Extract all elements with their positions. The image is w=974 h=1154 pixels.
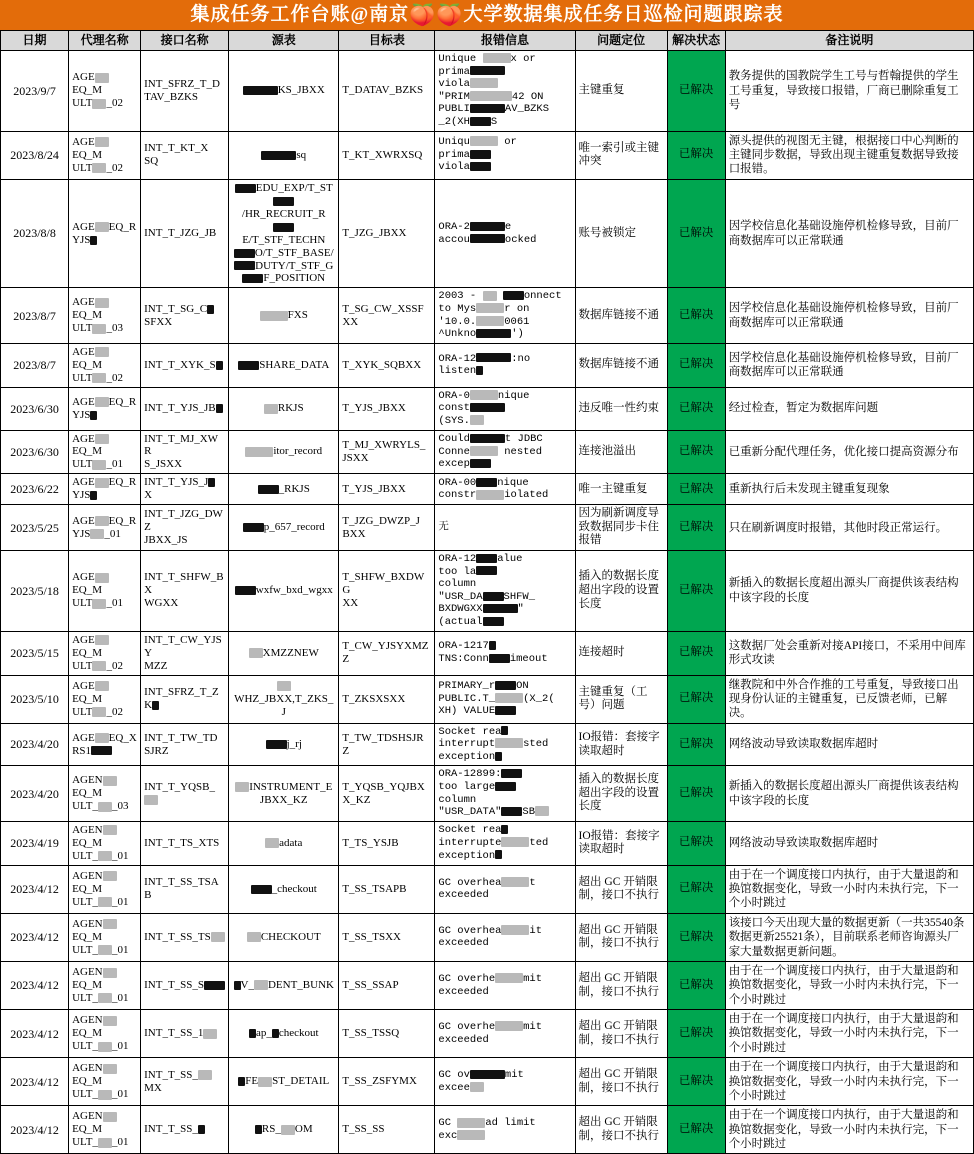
cell-error-message: Socket rea interrupte ted exception bbox=[435, 821, 575, 865]
cell-agent: AGEEQ_M ULT _02 bbox=[69, 631, 141, 675]
cell-target-table: T_TW_TDSHSJR Z bbox=[339, 723, 435, 766]
cell-interface: INT_T_SS_ MX bbox=[141, 1058, 229, 1106]
cell-error-message: GC ad limit exc bbox=[435, 1106, 575, 1154]
cell-interface: INT_T_CW_YJSY MZZ bbox=[141, 631, 229, 675]
table-row bbox=[1, 865, 974, 913]
cell-status: 已解决 bbox=[667, 288, 725, 343]
table-row bbox=[1, 1106, 974, 1154]
table-row bbox=[1, 551, 974, 632]
cell-agent: AGENEQ_M ULT_ _01 bbox=[69, 1058, 141, 1106]
cell-status: 已解决 bbox=[667, 179, 725, 288]
table-row bbox=[1, 723, 974, 766]
cell-interface: INT_T_SS_S bbox=[141, 961, 229, 1009]
table-row bbox=[1, 131, 974, 179]
emoji-decoration: 🍑🍑 bbox=[409, 3, 464, 27]
cell-interface: INT_T_TS_XTS bbox=[141, 821, 229, 865]
page-title bbox=[0, 0, 974, 30]
cell-date: 2023/4/12 bbox=[1, 1058, 69, 1106]
cell-problem-location: 唯一索引或主键冲突 bbox=[575, 131, 667, 179]
column-header-date: 日期 bbox=[1, 31, 69, 51]
cell-remark: 由于在一个调度接口内执行，由于大量退韵和换馆数据变化，导致一小时内未执行完，下一个小时跳过 bbox=[725, 1058, 973, 1106]
cell-target-table: T_MJ_XWRYLS_ JSXX bbox=[339, 430, 435, 474]
cell-interface: INT_T_YJS_J X bbox=[141, 474, 229, 505]
cell-error-message: GC overhea it exceeded bbox=[435, 913, 575, 961]
cell-status: 已解决 bbox=[667, 675, 725, 723]
cell-target-table: T_YJS_JBXX bbox=[339, 387, 435, 430]
column-header-status: 解决状态 bbox=[667, 31, 725, 51]
cell-date: 2023/8/8 bbox=[1, 179, 69, 288]
cell-status: 已解决 bbox=[667, 430, 725, 474]
table-row bbox=[1, 631, 974, 675]
cell-target-table: T_ZKSXSXX bbox=[339, 675, 435, 723]
cell-status: 已解决 bbox=[667, 343, 725, 387]
cell-problem-location: 超出 GC 开销限制，接口不执行 bbox=[575, 1058, 667, 1106]
cell-status: 已解决 bbox=[667, 1106, 725, 1154]
cell-status: 已解决 bbox=[667, 631, 725, 675]
cell-agent: AGE EQ_R YJS bbox=[69, 179, 141, 288]
cell-error-message: ORA-12899: too large column "USR_DATA" SB bbox=[435, 766, 575, 821]
cell-error-message: Could t JDBC Conne nested excep bbox=[435, 430, 575, 474]
cell-target-table: T_KT_XWRXSQ bbox=[339, 131, 435, 179]
cell-interface: INT_T_SHFW_BX WGXX bbox=[141, 551, 229, 632]
cell-error-message: ORA-0 nique const (SYS. bbox=[435, 387, 575, 430]
cell-status: 已解决 bbox=[667, 474, 725, 505]
cell-date: 2023/5/10 bbox=[1, 675, 69, 723]
cell-interface: INT_SFRZ_T_D TAV_BZKS bbox=[141, 51, 229, 132]
cell-target-table: T_CW_YJSYXMZ Z bbox=[339, 631, 435, 675]
cell-date: 2023/4/12 bbox=[1, 961, 69, 1009]
cell-source-table: INSTRUMENT_E JBXX_KZ bbox=[229, 766, 339, 821]
cell-agent: AGE EQ_R YJS bbox=[69, 474, 141, 505]
cell-problem-location: 插入的数据长度超出字段的设置长度 bbox=[575, 766, 667, 821]
cell-remark: 由于在一个调度接口内执行，由于大量退韵和换馆数据变化，导致一小时内未执行完，下一个小时跳过 bbox=[725, 1106, 973, 1154]
table-row bbox=[1, 913, 974, 961]
cell-error-message: GC overhe mit exceeded bbox=[435, 1010, 575, 1058]
cell-date: 2023/5/15 bbox=[1, 631, 69, 675]
cell-interface: INT_T_SS_1 bbox=[141, 1010, 229, 1058]
cell-remark: 源头提供的视图无主键，根据接口中心判断的主键同步数据，导致出现主键重复数据导致接口报错。 bbox=[725, 131, 973, 179]
column-header-target-table: 目标表 bbox=[339, 31, 435, 51]
table-row bbox=[1, 387, 974, 430]
cell-source-table: ap_ checkout bbox=[229, 1010, 339, 1058]
column-header-source-table: 源表 bbox=[229, 31, 339, 51]
cell-source-table: sq bbox=[229, 131, 339, 179]
table-row bbox=[1, 343, 974, 387]
table-body bbox=[1, 51, 974, 1154]
cell-target-table: T_SS_TSSQ bbox=[339, 1010, 435, 1058]
cell-status: 已解决 bbox=[667, 961, 725, 1009]
cell-interface: INT_SFRZ_T_ZK bbox=[141, 675, 229, 723]
cell-status: 已解决 bbox=[667, 865, 725, 913]
cell-status: 已解决 bbox=[667, 766, 725, 821]
cell-agent: AGE EQ_R YJS _01 bbox=[69, 505, 141, 551]
cell-problem-location: 超出 GC 开销限制，接口不执行 bbox=[575, 865, 667, 913]
cell-error-message: GC overhe mit exceeded bbox=[435, 961, 575, 1009]
column-header-problem-location: 问题定位 bbox=[575, 31, 667, 51]
cell-problem-location: 连接池溢出 bbox=[575, 430, 667, 474]
cell-date: 2023/9/7 bbox=[1, 51, 69, 132]
cell-remark: 教务提供的国教院学生工号与哲翰提供的学生工号重复，导致接口报错，厂商已删除重复工号 bbox=[725, 51, 973, 132]
cell-error-message: Socket rea interrupt sted exception bbox=[435, 723, 575, 766]
cell-target-table: T_YJS_JBXX bbox=[339, 474, 435, 505]
cell-interface: INT_T_SG_C SFXX bbox=[141, 288, 229, 343]
cell-status: 已解决 bbox=[667, 51, 725, 132]
cell-agent: AGEEQ_M ULT _02 bbox=[69, 675, 141, 723]
cell-target-table: T_SS_TSXX bbox=[339, 913, 435, 961]
cell-target-table: T_DATAV_BZKS bbox=[339, 51, 435, 132]
cell-agent: AGEEQ_M ULT _01 bbox=[69, 551, 141, 632]
cell-target-table: T_SG_CW_XSSF XX bbox=[339, 288, 435, 343]
cell-source-table: EDU_EXP/T_ST /HR_RECRUIT_R E/T_STF_TECHN O/T_STF_BASE/ DUTY/T_STF_G F_POSITION bbox=[229, 179, 339, 288]
cell-agent: AGENEQ_M ULT_ _01 bbox=[69, 1106, 141, 1154]
cell-source-table: itor_record bbox=[229, 430, 339, 474]
cell-error-message: ORA-12 :no listen bbox=[435, 343, 575, 387]
cell-target-table: T_SS_ZSFYMX bbox=[339, 1058, 435, 1106]
cell-problem-location: 超出 GC 开销限制，接口不执行 bbox=[575, 961, 667, 1009]
table-row bbox=[1, 505, 974, 551]
table-row bbox=[1, 1058, 974, 1106]
cell-problem-location: IO报错：套接字读取超时 bbox=[575, 821, 667, 865]
cell-remark: 因学校信息化基础设施停机检修导致，目前厂商数据库可以正常联通 bbox=[725, 288, 973, 343]
table-row bbox=[1, 288, 974, 343]
cell-remark: 因学校信息化基础设施停机检修导致，目前厂商数据库可以正常联通 bbox=[725, 343, 973, 387]
cell-source-table: KS_JBXX bbox=[229, 51, 339, 132]
cell-date: 2023/8/24 bbox=[1, 131, 69, 179]
cell-interface: INT_T_SS_ bbox=[141, 1106, 229, 1154]
cell-source-table: _checkout bbox=[229, 865, 339, 913]
cell-agent: AGE EQ_X RS1 bbox=[69, 723, 141, 766]
cell-problem-location: 超出 GC 开销限制，接口不执行 bbox=[575, 1010, 667, 1058]
cell-remark: 网络波动导致读取数据库超时 bbox=[725, 723, 973, 766]
cell-error-message: Uniqu or prima viola bbox=[435, 131, 575, 179]
cell-agent: AGEEQ_M ULT _02 bbox=[69, 131, 141, 179]
cell-error-message: ORA-00 nique constr iolated bbox=[435, 474, 575, 505]
cell-problem-location: 账号被锁定 bbox=[575, 179, 667, 288]
cell-status: 已解决 bbox=[667, 387, 725, 430]
cell-source-table: wxfw_bxd_wgxx bbox=[229, 551, 339, 632]
table-row bbox=[1, 1010, 974, 1058]
cell-target-table: T_SS_TSAPB bbox=[339, 865, 435, 913]
cell-date: 2023/6/22 bbox=[1, 474, 69, 505]
cell-error-message: Unique x or prima viola "PRIM 42 ON PUBLI AV_BZKS _2(XH S bbox=[435, 51, 575, 132]
cell-remark: 由于在一个调度接口内执行，由于大量退韵和换馆数据变化，导致一小时内未执行完，下一个小时跳过 bbox=[725, 865, 973, 913]
cell-problem-location: 超出 GC 开销限制，接口不执行 bbox=[575, 913, 667, 961]
cell-agent: AGENEQ_M ULT_ _01 bbox=[69, 961, 141, 1009]
cell-date: 2023/4/19 bbox=[1, 821, 69, 865]
cell-error-message: GC overhea t exceeded bbox=[435, 865, 575, 913]
cell-date: 2023/6/30 bbox=[1, 387, 69, 430]
cell-error-message: ORA-1217 TNS:Conn imeout bbox=[435, 631, 575, 675]
table-row bbox=[1, 430, 974, 474]
cell-remark: 由于在一个调度接口内执行，由于大量退韵和换馆数据变化，导致一小时内未执行完，下一个小时跳过 bbox=[725, 961, 973, 1009]
cell-source-table: p_657_record bbox=[229, 505, 339, 551]
cell-problem-location: IO报错：套接字读取超时 bbox=[575, 723, 667, 766]
cell-date: 2023/4/12 bbox=[1, 913, 69, 961]
cell-source-table: RKJS bbox=[229, 387, 339, 430]
table-row bbox=[1, 821, 974, 865]
cell-agent: AGENEQ_M ULT_ _01 bbox=[69, 821, 141, 865]
cell-agent: AGENEQ_M ULT_ _01 bbox=[69, 913, 141, 961]
cell-source-table: FE ST_DETAIL bbox=[229, 1058, 339, 1106]
cell-source-table: WHZ_JBXX,T_ZKS_J bbox=[229, 675, 339, 723]
cell-status: 已解决 bbox=[667, 131, 725, 179]
cell-interface: INT_T_MJ_XWR S_JSXX bbox=[141, 430, 229, 474]
cell-remark: 该接口今天出现大量的数据更新（一共35540条数据更新25521条），目前联系老师咨询源头厂家大量数据更新问题。 bbox=[725, 913, 973, 961]
cell-source-table: RS_ OM bbox=[229, 1106, 339, 1154]
cell-status: 已解决 bbox=[667, 913, 725, 961]
cell-problem-location: 数据库链接不通 bbox=[575, 343, 667, 387]
page-title-suffix: 大学数据集成任务日巡检问题跟踪表 bbox=[463, 4, 784, 25]
cell-agent: AGENEQ_M ULT_ _01 bbox=[69, 1010, 141, 1058]
cell-problem-location: 插入的数据长度超出字段的设置长度 bbox=[575, 551, 667, 632]
issue-tracking-table bbox=[0, 30, 974, 1154]
cell-problem-location: 连接超时 bbox=[575, 631, 667, 675]
cell-date: 2023/5/18 bbox=[1, 551, 69, 632]
table-row bbox=[1, 179, 974, 288]
cell-status: 已解决 bbox=[667, 723, 725, 766]
cell-interface: INT_T_YJS_JB bbox=[141, 387, 229, 430]
column-header-remark: 备注说明 bbox=[725, 31, 973, 51]
cell-agent: AGENEQ_M ULT_ _01 bbox=[69, 865, 141, 913]
cell-source-table: j_rj bbox=[229, 723, 339, 766]
cell-status: 已解决 bbox=[667, 1058, 725, 1106]
cell-date: 2023/4/12 bbox=[1, 1010, 69, 1058]
cell-remark: 由于在一个调度接口内执行，由于大量退韵和换馆数据变化，导致一小时内未执行完，下一个小时跳过 bbox=[725, 1010, 973, 1058]
cell-interface: INT_T_KT_X SQ bbox=[141, 131, 229, 179]
cell-problem-location: 违反唯一性约束 bbox=[575, 387, 667, 430]
table-row bbox=[1, 51, 974, 132]
cell-interface: INT_T_XYK_S bbox=[141, 343, 229, 387]
cell-date: 2023/4/20 bbox=[1, 766, 69, 821]
page-title-text: 集成任务工作台账@南京 bbox=[190, 4, 410, 25]
cell-agent: AGEEQ_M ULT _03 bbox=[69, 288, 141, 343]
cell-problem-location: 因为刷新调度导致数据同步卡住报错 bbox=[575, 505, 667, 551]
cell-date: 2023/8/7 bbox=[1, 343, 69, 387]
cell-source-table: adata bbox=[229, 821, 339, 865]
cell-target-table: T_SS_SS bbox=[339, 1106, 435, 1154]
cell-source-table: CHECKOUT bbox=[229, 913, 339, 961]
cell-error-message: PRIMARY_r ON PUBLIC.T_ (X_2( XH) VALUE bbox=[435, 675, 575, 723]
column-header-error-message: 报错信息 bbox=[435, 31, 575, 51]
cell-error-message: 无 bbox=[435, 505, 575, 551]
table-header-row bbox=[1, 31, 974, 51]
cell-remark: 网络波动导致读取数据库超时 bbox=[725, 821, 973, 865]
cell-agent: AGEEQ_M ULT _02 bbox=[69, 51, 141, 132]
column-header-interface: 接口名称 bbox=[141, 31, 229, 51]
cell-source-table: SHARE_DATA bbox=[229, 343, 339, 387]
cell-problem-location: 唯一主键重复 bbox=[575, 474, 667, 505]
table-row bbox=[1, 766, 974, 821]
cell-interface: INT_T_YQSB_ bbox=[141, 766, 229, 821]
cell-target-table: T_SS_SSAP bbox=[339, 961, 435, 1009]
cell-error-message: ORA-2 e accou ocked bbox=[435, 179, 575, 288]
cell-interface: INT_T_JZG_DWZ JBXX_JS bbox=[141, 505, 229, 551]
cell-date: 2023/4/12 bbox=[1, 865, 69, 913]
cell-problem-location: 主键重复（工号）问题 bbox=[575, 675, 667, 723]
cell-source-table: XMZZNEW bbox=[229, 631, 339, 675]
cell-error-message: ORA-12 alue too la column "USR_DA SHFW_ BXDWGXX " (actual bbox=[435, 551, 575, 632]
cell-agent: AGE EQ_R YJS bbox=[69, 387, 141, 430]
table-row bbox=[1, 474, 974, 505]
table-row bbox=[1, 675, 974, 723]
cell-source-table: FXS bbox=[229, 288, 339, 343]
cell-remark: 重新执行后未发现主键重复现象 bbox=[725, 474, 973, 505]
cell-interface: INT_T_SS_TSA B bbox=[141, 865, 229, 913]
cell-date: 2023/8/7 bbox=[1, 288, 69, 343]
cell-remark: 已重新分配代理任务，优化接口提高资源分布 bbox=[725, 430, 973, 474]
cell-target-table: T_JZG_DWZP_J BXX bbox=[339, 505, 435, 551]
cell-target-table: T_XYK_SQBXX bbox=[339, 343, 435, 387]
cell-target-table: T_YQSB_YQJBX X_KZ bbox=[339, 766, 435, 821]
cell-remark: 因学校信息化基础设施停机检修导致，目前厂商数据库可以正常联通 bbox=[725, 179, 973, 288]
cell-remark: 只在刷新调度时报错，其他时段正常运行。 bbox=[725, 505, 973, 551]
cell-interface: INT_T_TW_TD SJRZ bbox=[141, 723, 229, 766]
cell-agent: AGENEQ_M ULT_ _03 bbox=[69, 766, 141, 821]
cell-remark: 新插入的数据长度超出源头厂商提供该表结构中该字段的长度 bbox=[725, 551, 973, 632]
cell-remark: 新插入的数据长度超出源头厂商提供该表结构中该字段的长度 bbox=[725, 766, 973, 821]
cell-target-table: T_JZG_JBXX bbox=[339, 179, 435, 288]
cell-source-table: V_ DENT_BUNK bbox=[229, 961, 339, 1009]
cell-date: 2023/5/25 bbox=[1, 505, 69, 551]
cell-status: 已解决 bbox=[667, 1010, 725, 1058]
cell-problem-location: 超出 GC 开销限制，接口不执行 bbox=[575, 1106, 667, 1154]
cell-error-message: GC ov mit excee bbox=[435, 1058, 575, 1106]
cell-date: 2023/4/12 bbox=[1, 1106, 69, 1154]
cell-target-table: T_TS_YSJB bbox=[339, 821, 435, 865]
cell-error-message: 2003 - onnect to Mys r on '10.0. 0061 ^Unkno ') bbox=[435, 288, 575, 343]
cell-agent: AGEEQ_M ULT _02 bbox=[69, 343, 141, 387]
cell-interface: INT_T_SS_TS bbox=[141, 913, 229, 961]
cell-date: 2023/6/30 bbox=[1, 430, 69, 474]
cell-problem-location: 数据库链接不通 bbox=[575, 288, 667, 343]
cell-status: 已解决 bbox=[667, 551, 725, 632]
cell-target-table: T_SHFW_BXDWG XX bbox=[339, 551, 435, 632]
cell-status: 已解决 bbox=[667, 821, 725, 865]
table-row bbox=[1, 961, 974, 1009]
cell-remark: 经过检查，暂定为数据库问题 bbox=[725, 387, 973, 430]
cell-agent: AGEEQ_M ULT _01 bbox=[69, 430, 141, 474]
column-header-agent: 代理名称 bbox=[69, 31, 141, 51]
cell-remark: 这数据厂处会重新对接API接口，不采用中间库形式攻读 bbox=[725, 631, 973, 675]
cell-source-table: _RKJS bbox=[229, 474, 339, 505]
cell-status: 已解决 bbox=[667, 505, 725, 551]
cell-remark: 继教院和中外合作推的工号重复，导致接口出现身份认证的主键重复，已反馈老师，已解决。 bbox=[725, 675, 973, 723]
cell-date: 2023/4/20 bbox=[1, 723, 69, 766]
cell-interface: INT_T_JZG_JB bbox=[141, 179, 229, 288]
cell-problem-location: 主键重复 bbox=[575, 51, 667, 132]
